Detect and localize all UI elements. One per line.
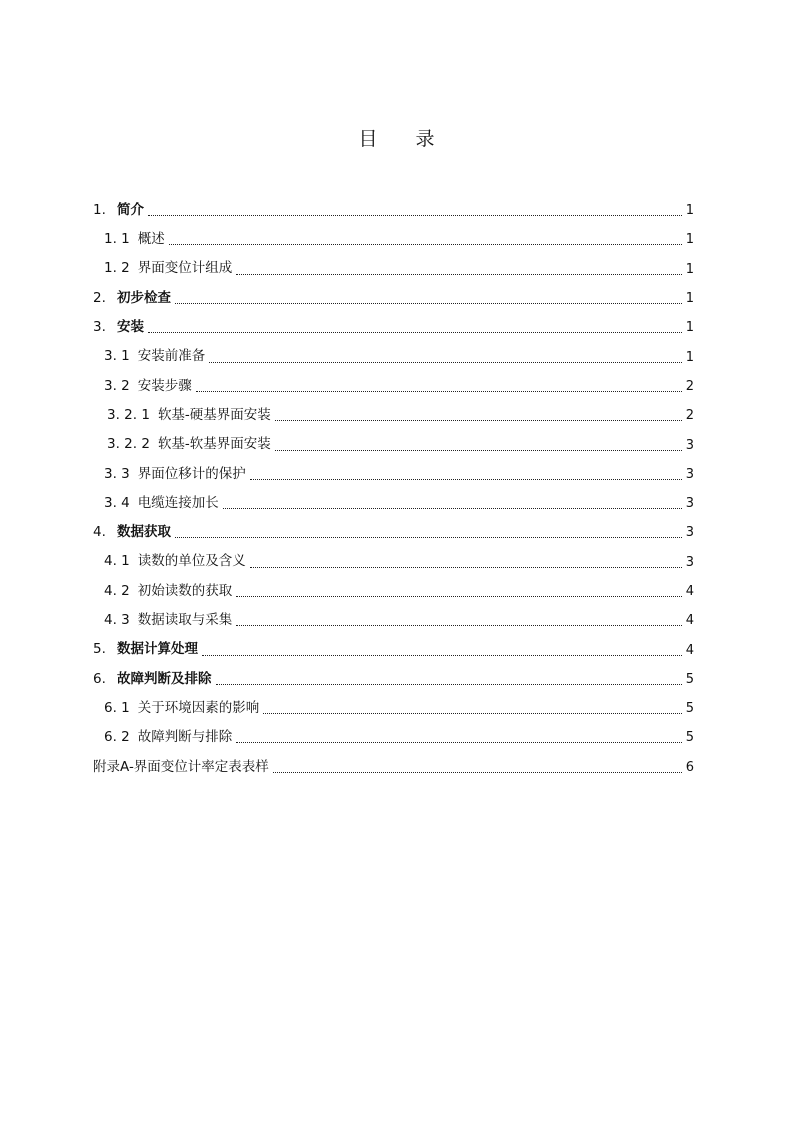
- toc-dot-leader: [169, 244, 682, 245]
- toc-entry-number: 3. 2. 1: [107, 406, 150, 423]
- toc-title-char-1: 目: [358, 128, 378, 150]
- toc-entry-number: 3. 2. 2: [107, 436, 150, 453]
- toc-entry-page: 5: [685, 671, 694, 687]
- toc-entry[interactable]: [93, 694, 694, 723]
- toc-entry-page: 1: [685, 232, 694, 248]
- toc-entry-page: 4: [685, 584, 694, 599]
- toc-entry-number: 5.: [93, 641, 106, 658]
- toc-entry[interactable]: [93, 255, 694, 284]
- toc-entry-page: 3: [685, 437, 694, 453]
- toc-dot-leader: [250, 479, 682, 480]
- toc-entry-number: 3.: [93, 319, 106, 336]
- toc-entry-number: 1. 2: [104, 260, 130, 277]
- toc-entry[interactable]: [93, 665, 694, 694]
- toc-title-char-2: 录: [415, 128, 435, 150]
- toc-entry-text: 读数的单位及含义: [137, 553, 246, 570]
- toc-entry-page: 4: [685, 642, 694, 658]
- toc-entry-page: 1: [685, 261, 694, 277]
- toc-dot-leader: [263, 713, 681, 714]
- toc-dot-leader: [273, 772, 682, 773]
- toc-entry-number: 4. 2: [104, 582, 130, 599]
- toc-title: [0, 124, 793, 151]
- toc-entry-page: 6: [685, 759, 694, 775]
- toc-entry-text: 附录A-界面变位计率定表表样: [93, 758, 269, 775]
- toc-dot-leader: [209, 362, 681, 363]
- toc-dot-leader: [236, 742, 681, 743]
- toc-entry[interactable]: [93, 753, 694, 782]
- toc-entry[interactable]: [93, 284, 694, 313]
- toc-entry-text: 故障判断与排除: [137, 729, 233, 746]
- toc-dot-leader: [236, 625, 681, 626]
- toc-entry-number: 3. 2: [104, 377, 130, 394]
- toc-entry-number: 4. 1: [104, 553, 130, 570]
- toc-dot-leader: [250, 567, 682, 568]
- toc-dot-leader: [223, 508, 682, 509]
- toc-entry-page: 4: [685, 613, 694, 629]
- toc-entry-page: 2: [685, 408, 694, 424]
- toc-entry-text: 软基-软基界面安装: [157, 436, 271, 453]
- toc-entry-text: 关于环境因素的影响: [137, 699, 260, 716]
- toc-entry-number: 3. 1: [104, 348, 130, 365]
- toc-entry-page: 1: [685, 349, 694, 365]
- toc-entry-number: 1.: [93, 201, 106, 218]
- toc-entry-page: 1: [685, 203, 694, 219]
- toc-entry-text: 初始读数的获取: [137, 582, 233, 599]
- toc-entry-text: 简介: [117, 201, 144, 218]
- toc-entry[interactable]: [93, 723, 694, 752]
- toc-entry[interactable]: [93, 489, 694, 518]
- toc-entry[interactable]: [93, 430, 694, 459]
- toc-entry[interactable]: [93, 372, 694, 401]
- toc-entry-number: 2.: [93, 289, 106, 306]
- toc-entry[interactable]: [93, 635, 694, 664]
- toc-entry-number: 3. 4: [104, 494, 130, 511]
- toc-dot-leader: [196, 391, 682, 392]
- toc-list: [93, 196, 694, 782]
- toc-entry-text: 安装前准备: [137, 348, 206, 365]
- toc-entry-text: 数据读取与采集: [137, 612, 233, 629]
- toc-entry-number: 6.: [93, 670, 106, 687]
- toc-dot-leader: [175, 303, 682, 304]
- toc-dot-leader: [148, 215, 682, 216]
- toc-dot-leader: [275, 450, 682, 451]
- toc-entry[interactable]: [93, 401, 694, 430]
- toc-entry[interactable]: [93, 313, 694, 342]
- toc-entry-text: 软基-硬基界面安装: [157, 406, 271, 423]
- toc-entry[interactable]: [93, 518, 694, 547]
- toc-entry-page: 1: [685, 291, 694, 307]
- toc-dot-leader: [175, 537, 682, 538]
- toc-entry-text: 界面变位计组成: [137, 260, 233, 277]
- toc-dot-leader: [236, 596, 681, 597]
- toc-entry-text: 概述: [137, 231, 165, 248]
- toc-entry-page: 1: [685, 320, 694, 336]
- toc-entry-number: 1. 1: [104, 231, 130, 248]
- toc-entry-text: 初步检查: [117, 289, 171, 306]
- toc-entry-number: 4.: [93, 524, 106, 541]
- toc-entry-page: 3: [685, 466, 694, 482]
- toc-entry-page: 3: [685, 554, 694, 570]
- toc-entry-text: 安装步骤: [137, 377, 192, 394]
- toc-dot-leader: [275, 420, 682, 421]
- toc-entry-page: 5: [685, 701, 694, 717]
- toc-entry-text: 电缆连接加长: [137, 494, 219, 511]
- toc-entry-text: 故障判断及排除: [117, 670, 212, 687]
- toc-entry-number: 4. 3: [104, 612, 130, 629]
- toc-entry[interactable]: [93, 460, 694, 489]
- toc-dot-leader: [148, 332, 682, 333]
- toc-dot-leader: [236, 274, 681, 275]
- toc-entry[interactable]: [93, 548, 694, 577]
- toc-dot-leader: [202, 655, 682, 656]
- toc-entry-page: 2: [685, 378, 694, 394]
- toc-entry-text: 数据获取: [117, 524, 171, 541]
- toc-entry-page: 5: [685, 730, 694, 746]
- toc-entry-number: 3. 3: [104, 465, 130, 482]
- toc-entry[interactable]: [93, 196, 694, 225]
- toc-entry-number: 6. 1: [104, 699, 130, 716]
- toc-entry-text: 界面位移计的保护: [137, 465, 246, 482]
- toc-entry[interactable]: [93, 606, 694, 635]
- toc-entry-text: 安装: [117, 319, 144, 336]
- toc-entry-text: 数据计算处理: [117, 641, 198, 658]
- toc-entry-page: 3: [685, 525, 694, 541]
- toc-entry-number: 6. 2: [104, 729, 130, 746]
- toc-entry[interactable]: [93, 225, 694, 254]
- toc-dot-leader: [216, 684, 682, 685]
- toc-entry[interactable]: [93, 577, 694, 606]
- toc-entry[interactable]: [93, 342, 694, 371]
- toc-entry-page: 3: [685, 496, 694, 512]
